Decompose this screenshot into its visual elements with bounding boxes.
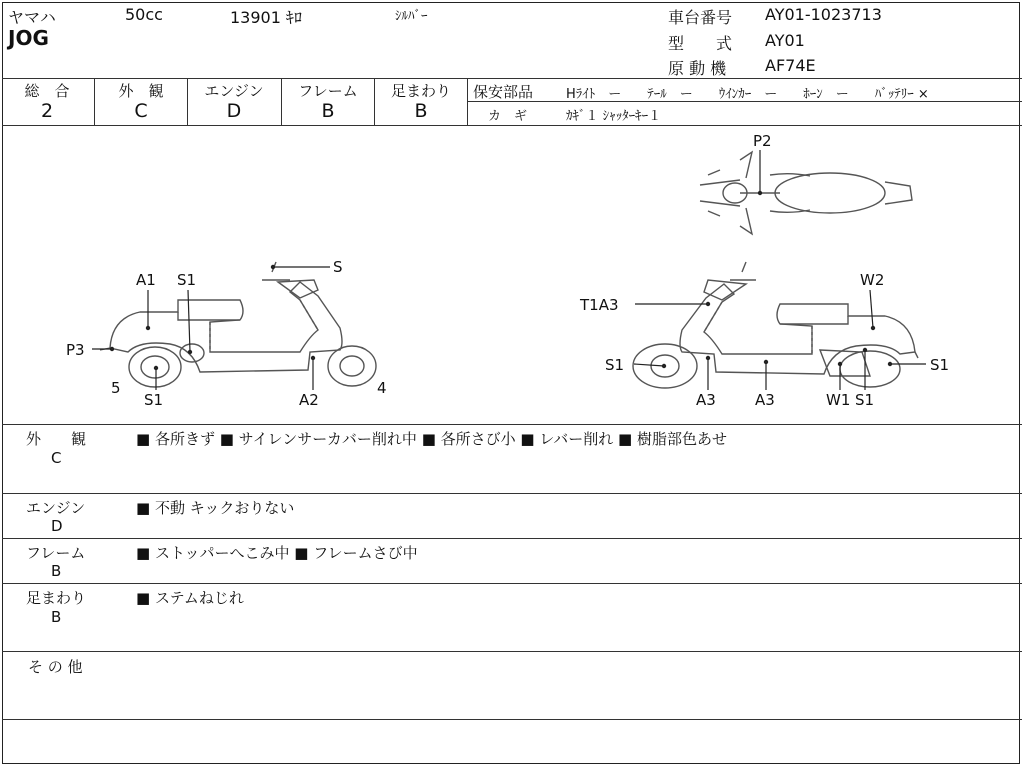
- code-4: 4: [377, 379, 387, 397]
- leader-dots: [110, 191, 892, 370]
- key-label: カ ギ: [488, 109, 528, 124]
- code-a2: A2: [299, 391, 319, 409]
- color: ｼﾙﾊﾞｰ: [395, 9, 428, 24]
- divider-grade-top: [2, 78, 1022, 79]
- code-w2: W2: [860, 271, 885, 289]
- grade-engine-label: エンジン: [204, 82, 264, 100]
- type-label: 型 式: [668, 34, 733, 53]
- code-s: S: [333, 258, 343, 276]
- grade-exterior-label: 外 観: [118, 82, 164, 100]
- engine-value: AF74E: [765, 56, 816, 75]
- grade-frame-label: フレーム: [298, 82, 358, 100]
- code-a3-front: A3: [696, 391, 716, 409]
- code-a1: A1: [136, 271, 156, 289]
- safety-items: Hﾗｲﾄ ー ﾃｰﾙ ー ｳｲﾝｶｰ ー ﾎｰﾝ ー ﾊﾞｯﾃﾘｰ ×: [566, 87, 929, 102]
- grade-exterior-value: C: [134, 100, 148, 122]
- mileage: 13901 ｷﾛ: [230, 8, 302, 27]
- comment-engine-grade: D: [51, 517, 63, 535]
- comment-exterior-category: 外 観: [26, 430, 87, 448]
- comment-suspension-grade: B: [51, 608, 62, 626]
- key-value: ｶｷﾞ１ ｼｬｯﾀｰｷｰ１: [566, 109, 662, 124]
- maker: ヤマハ: [8, 8, 56, 27]
- divider-comment: [2, 538, 1022, 539]
- divider-comments-top: [2, 424, 1022, 425]
- code-s1-muffler: S1: [930, 356, 950, 374]
- comment-suspension-category: 足まわり: [26, 589, 87, 607]
- safety-label: 保安部品: [473, 83, 534, 101]
- divider-comment: [2, 493, 1022, 494]
- model-name: JOG: [8, 26, 49, 50]
- frame-no: AY01-1023713: [765, 5, 882, 24]
- code-s1-seat: S1: [177, 271, 197, 289]
- frame-no-label: 車台番号: [668, 8, 733, 27]
- type-value: AY01: [765, 31, 805, 50]
- code-s1-front-wheel: S1: [605, 356, 625, 374]
- code-a3-floor: A3: [755, 391, 775, 409]
- engine-label: 原 動 機: [668, 59, 727, 78]
- comment-exterior-grade: C: [51, 449, 62, 467]
- grade-frame-value: B: [321, 100, 335, 122]
- grade-suspension-label: 足まわり: [390, 82, 451, 100]
- code-p2: P2: [753, 132, 772, 150]
- grade-engine-value: D: [226, 100, 242, 122]
- comment-frame-grade: B: [51, 562, 62, 580]
- damage-diagram: [0, 126, 1024, 424]
- code-t1a3: T1A3: [580, 296, 619, 314]
- comment-exterior-text: ■ 各所きず ■ サイレンサーカバー削れ中 ■ 各所さび小 ■ レバー削れ ■ 樹脂部色あせ: [136, 430, 728, 448]
- code-5: 5: [111, 379, 121, 397]
- code-s1-rear-wheel: S1: [144, 391, 164, 409]
- divider-comment: [2, 583, 1022, 584]
- code-w1: W1: [826, 391, 851, 409]
- code-p3: P3: [66, 341, 85, 359]
- code-s1-rear: S1: [855, 391, 875, 409]
- displacement: 50cc: [125, 5, 163, 24]
- comment-frame-category: フレーム: [26, 544, 86, 562]
- scooter-top-view: [700, 152, 912, 234]
- grade-overall-label: 総 合: [24, 82, 70, 100]
- comment-suspension-text: ■ ステムねじれ: [136, 589, 244, 607]
- divider-comment: [2, 651, 1022, 652]
- comment-other-category: そ の 他: [28, 658, 83, 676]
- grade-overall-value: 2: [40, 100, 54, 122]
- comment-engine-category: エンジン: [26, 499, 86, 517]
- comment-engine-text: ■ 不動 キックおりない: [136, 499, 295, 517]
- grade-suspension-value: B: [414, 100, 428, 122]
- comment-frame-text: ■ ストッパーへこみ中 ■ フレームさび中: [136, 544, 418, 562]
- divider-comment: [2, 719, 1022, 720]
